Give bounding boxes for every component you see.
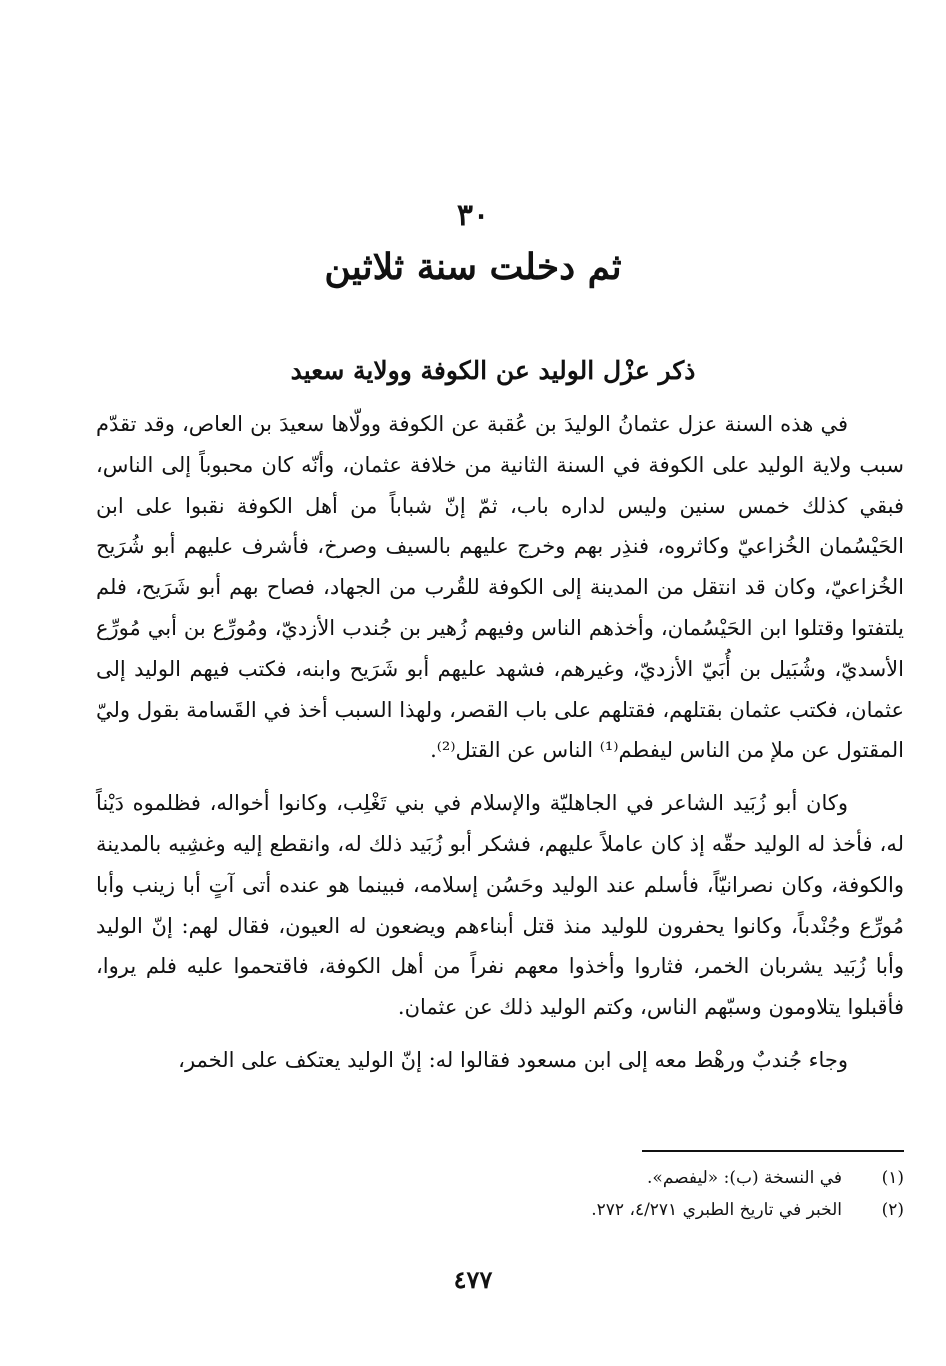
footnote [144, 1194, 904, 1226]
section-heading: ذكر عزْل الوليد عن الكوفة وولاية سعيد [290, 356, 696, 385]
chapter-number: ٣٠ [456, 198, 490, 233]
paragraph: في هذه السنة عزل عثمانُ الوليدَ بن عُقبة عن الكوفة وولّاها سعيدَ بن العاص، وقد تقدّم سبب ولاية الوليد على الكوفة في السنة الثانية من خلافة عثمان، وأنّه كان محبوباً إلى الناس، فبقي كذلك خمس سنين وليس لداره باب، ثمّ إنّ شباباً من أهل الكوفة نقبوا على ابن الحَيْسُمان الخُزاعيّ وكاثروه، فنذِر بهم وخرج عليهم بالسيف وصرخ، فأشرف عليهم أبو شُرَيح الخُزاعيّ، وكان قد انتقل من المدينة إلى الكوفة للقُرب من الجهاد، فصاح بهم أبو شَرَيح، فلم يلتفتوا وقتلوا ابن الحَيْسُمان، وأخذهم الناس وفيهم زُهير بن جُندب الأزديّ، ومُورِّع بن أبي مُورِّع الأسديّ، وشُبَيل بن أُبَيّ الأزديّ، وغيرهم، فشهد عليهم أبو شَرَيح وابنه، فكتب فيهم الوليد إلى عثمان، فكتب عثمان بقتلهم، فقتلهم على باب القصر، ولهذا السبب أخذ في القَسامة بقول وليّ المقتول عن ملإ من الناس ليفطم⁽¹⁾ الناس عن القتل⁽²⁾. [96, 412, 905, 763]
footnote-divider [642, 1150, 904, 1152]
footnote-text: الخبر في تاريخ الطبري ٤/٢٧١، ٢٧٢. [591, 1200, 842, 1220]
page-number: ٤٧٧ [453, 1265, 493, 1294]
footnotes [144, 1162, 904, 1226]
footnote [144, 1162, 904, 1194]
paragraph: وكان أبو زُبَيد الشاعر في الجاهليّة والإسلام في بني تَغْلِب، وكانوا أخواله، فظلموه دَيْناً له، فأخذ له الوليد حقّه إذ كان عاملاً عليهم، فشكر أبو زُبَيد ذلك له، وانقطع إليه وغشِيه بالمدينة والكوفة، وكان نصرانيّاً، فأسلم عند الوليد وحَسُن إسلامه، فبينما هو عنده أتى آتٍ أبا زينب وأبا مُورِّع وجُنْدباً، وكانوا يحفرون للوليد منذ قتل أبناءهم ويضعون له العيون، فقال لهم: إنّ الوليد وأبا زُبَيد يشربان الخمر، فثاروا وأخذوا معهم نفراً من أهل الكوفة، فاقتحموا عليه فلم يروا، فأقبلوا يتلاومون وسبّهم الناس، وكتم الوليد ذلك عن عثمان. [96, 791, 904, 1020]
paragraph: وجاء جُندبٌ ورهْط معه إلى ابن مسعود فقالوا له: إنّ الوليد يعتكف على الخمر، [178, 1047, 848, 1072]
footnote-text: في النسخة (ب): «ليفصم». [647, 1168, 842, 1188]
chapter-title: ثم دخلت سنة ثلاثين [324, 246, 622, 288]
footnote-number: (٢) [881, 1200, 904, 1220]
footnote-number: (١) [881, 1168, 904, 1188]
body-text [96, 404, 904, 1081]
